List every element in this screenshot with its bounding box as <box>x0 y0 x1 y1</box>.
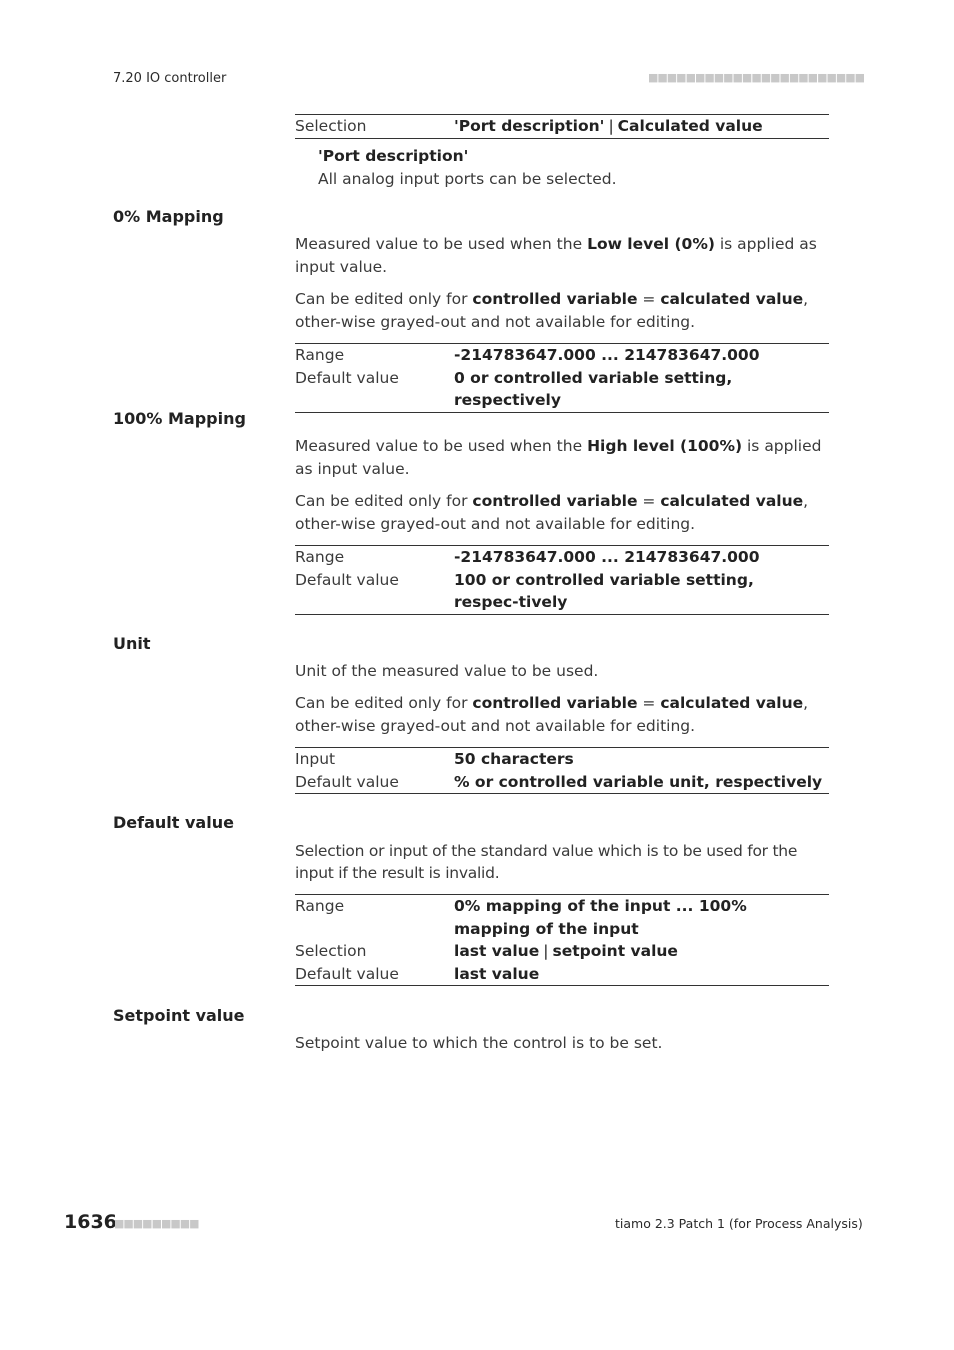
default-value-table: Range 0% mapping of the input ... 100% mapping of the input Selection last value | setpoint value Default value last value <box>295 894 829 986</box>
table-value: -214783647.000 ... 214783647.000 <box>454 346 760 364</box>
paragraph: Unit of the measured value to be used. <box>295 662 599 680</box>
paragraph: Can be edited only for controlled variable = calculated value, other-wise grayed-out and not available for editing. <box>295 694 809 735</box>
table-value: 50 characters <box>454 750 574 768</box>
port-selection-table: Selection 'Port description' | Calculated value <box>295 114 829 139</box>
table-key: Default value <box>295 570 399 589</box>
section-title-unit: Unit <box>113 634 151 653</box>
table-key: Selection <box>295 117 367 135</box>
table-key: Input <box>295 750 336 768</box>
table-key: Default value <box>295 368 399 387</box>
section-title-setpoint-value: Setpoint value <box>113 1006 245 1025</box>
table-key: Selection <box>295 942 367 960</box>
paragraph: Setpoint value to which the control is to be set. <box>295 1034 663 1052</box>
port-description-title: 'Port description' <box>318 147 469 165</box>
port-description-text: All analog input ports can be selected. <box>318 170 617 188</box>
paragraph: Selection or input of the standard value which is to be used for the input if the result is invalid. <box>295 842 798 882</box>
section-title-0-mapping: 0% Mapping <box>113 207 224 226</box>
paragraph: Can be edited only for controlled variable = calculated value, other-wise grayed-out and not available for editing. <box>295 492 809 533</box>
footer-decoration-squares: ■■■■■■■■■ <box>114 1217 199 1230</box>
mapping-0-table <box>295 343 829 413</box>
table-value: -214783647.000 ... 214783647.000 <box>454 548 760 566</box>
table-key: Range <box>295 346 345 364</box>
table-value: Calculated value <box>617 117 763 135</box>
running-header-section: 7.20 IO controller <box>113 71 227 86</box>
paragraph: Measured value to be used when the High level (100%) is applied as input value. <box>295 437 822 478</box>
table-key: Range <box>295 548 345 566</box>
table-key: Range <box>295 897 345 915</box>
mapping-100-table <box>295 545 829 615</box>
header-decoration-squares: ■■■■■■■■■■■■■■■■■■■■■■■ <box>648 71 865 84</box>
table-value: 0% mapping of the input ... 100% mapping of the input <box>454 897 747 938</box>
table-key: Default value <box>295 964 399 983</box>
table-value: 100 or controlled variable setting, respec-tively <box>454 570 754 611</box>
section-title-100-mapping: 100% Mapping <box>113 409 246 428</box>
table-value: 'Port description' <box>454 117 605 135</box>
table-value: last value <box>454 942 540 960</box>
paragraph: Can be edited only for controlled variable = calculated value, other-wise grayed-out and not available for editing. <box>295 290 809 331</box>
page-number: 1636 <box>64 1211 117 1233</box>
table-key: Default value <box>295 772 399 791</box>
footer-product: tiamo 2.3 Patch 1 (for Process Analysis) <box>615 1216 863 1231</box>
table-value: 0 or controlled variable setting, respectively <box>454 368 733 409</box>
table-value: % or controlled variable unit, respectively <box>454 772 823 791</box>
section-title-default-value: Default value <box>113 813 234 832</box>
table-value: setpoint value <box>552 942 678 960</box>
table-value: last value <box>454 964 540 983</box>
unit-table <box>295 747 829 794</box>
paragraph: Measured value to be used when the Low level (0%) is applied as input value. <box>295 235 817 276</box>
